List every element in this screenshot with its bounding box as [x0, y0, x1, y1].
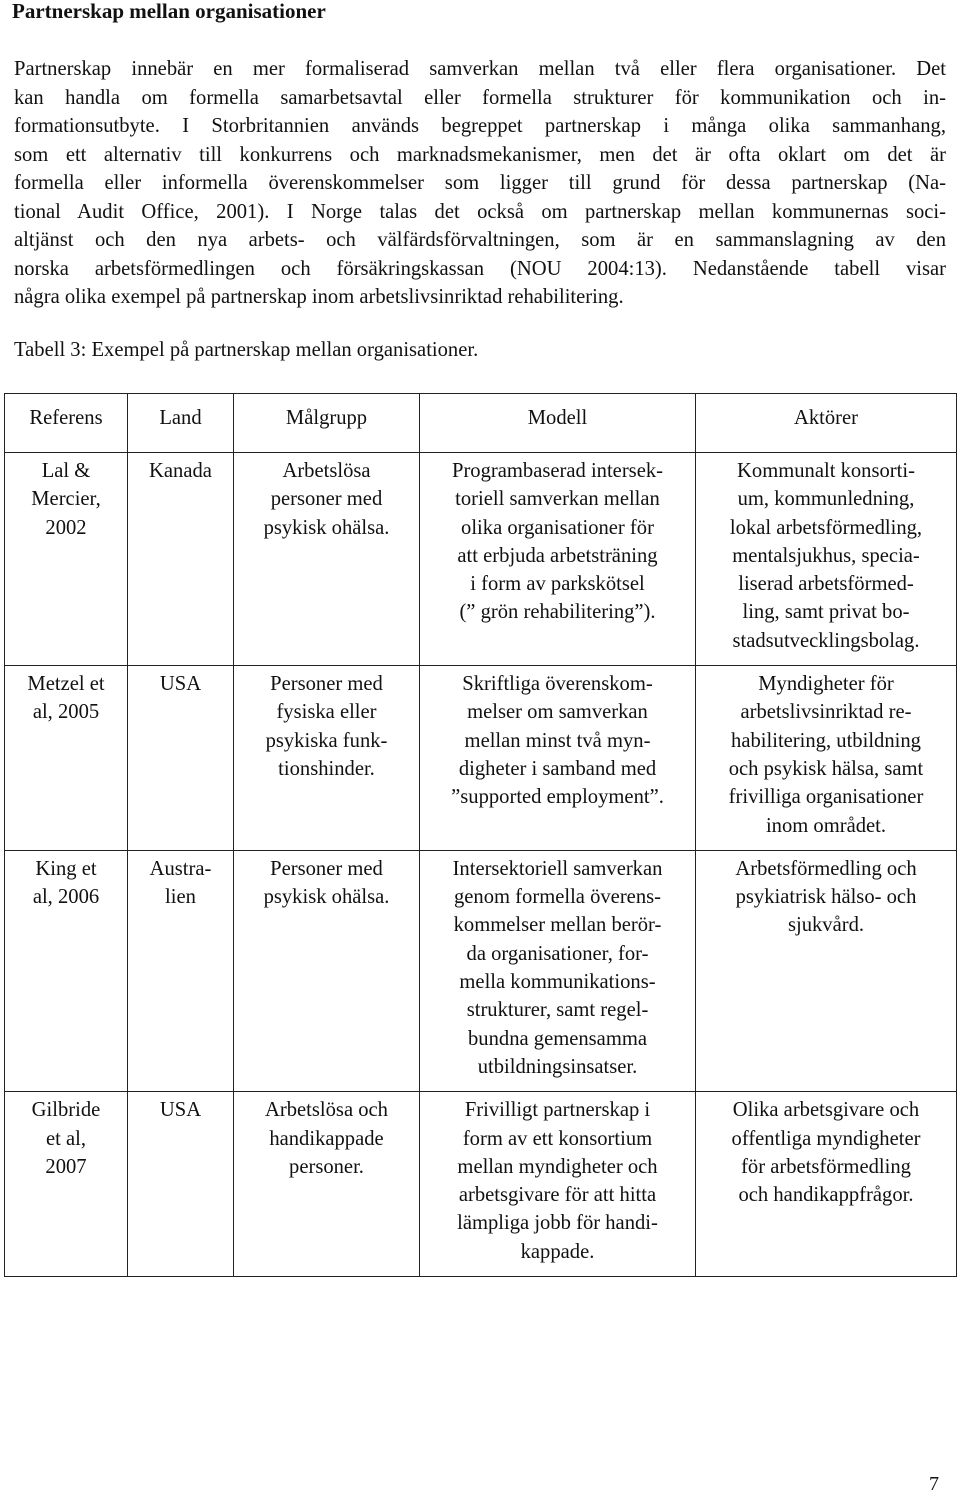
cell-text-line: personer. [289, 1155, 364, 1178]
cell-text-line: Kanada [149, 460, 212, 482]
paragraph-line: som ett alternativ till konkurrens och marknadsmekanismer, men det är ofta oklart om det är [14, 143, 946, 166]
cell-text-line: Programbaserad intersek- [451, 460, 663, 482]
cell-referens [5, 850, 128, 1091]
paragraph-line: formationsutbyte. I Storbritannien används begreppet partnerskap i många olika sammanhang, [14, 115, 946, 137]
cell-text-line: olika organisationer för [461, 516, 654, 539]
cell-text-line: Metzel et [27, 673, 105, 696]
table-row [5, 1092, 957, 1277]
cell-text-line: utbildningsinsatser. [477, 1055, 638, 1078]
cell-text-line: King et [35, 857, 97, 880]
paragraph-line: formella eller informella överenskommelser som ligger till grund för dessa partnerskap (Na- [14, 172, 946, 194]
cell-text-line: 2002 [45, 516, 87, 539]
cell-text-line: bundna gemensamma [468, 1027, 647, 1050]
cell-text-line: al, 2006 [32, 886, 100, 909]
table-row [5, 850, 957, 1091]
cell-text-line: psykiatrisk hälso- och [735, 886, 917, 909]
cell-text-line: frivilliga organisationer [728, 786, 924, 809]
paragraph-line: några olika exempel på partnerskap inom arbetslivsinriktad rehabilitering. [14, 286, 624, 308]
cell-text-line: Intersektoriell samverkan [452, 857, 663, 880]
table-header-row [5, 394, 957, 453]
cell-text-line: Myndigheter för [758, 673, 894, 696]
paragraph-line: norska arbetsförmedlingen och försäkringskassan (NOU 2004:13). Nedanstående tabell visar [14, 257, 946, 280]
cell-text-line: digheter i samband med [458, 757, 657, 780]
cell-text-line: fysiska eller [276, 701, 377, 724]
cell-text-line: för arbetsförmedling [741, 1155, 911, 1178]
cell-text-line: Lal & [41, 460, 91, 482]
cell-text-line: mellan minst två myn- [464, 729, 651, 752]
cell-aktorer [696, 666, 957, 851]
cell-text-line: genom formella överens- [453, 886, 661, 909]
cell-text-line: i form av parkskötsel [470, 573, 645, 596]
cell-text-line: melser om samverkan [467, 701, 648, 724]
paragraph-line: Partnerskap innebär en mer formaliserad samverkan mellan två eller flera organisationer. Det [14, 58, 946, 80]
cell-text-line: Austra- [149, 857, 212, 880]
cell-text-line: USA [159, 673, 202, 696]
cell-text-line: och psykisk hälsa, samt [728, 757, 924, 780]
cell-text-line: Olika arbetsgivare och [732, 1099, 920, 1122]
cell-text-line: inom området. [765, 814, 887, 837]
cell-malgrupp [234, 453, 420, 666]
cell-aktorer [696, 850, 957, 1091]
cell-text-line: personer med [270, 488, 383, 511]
cell-text-line: lokal arbetsförmedling, [729, 516, 923, 539]
cell-land [128, 850, 234, 1091]
cell-text-line: um, kommunledning, [737, 488, 915, 511]
table-caption: Tabell 3: Exempel på partnerskap mellan organisationer. [14, 339, 479, 361]
header-malgrupp: Målgrupp [234, 394, 420, 453]
cell-land [128, 666, 234, 851]
cell-text-line: arbetsgivare för att hitta [458, 1184, 657, 1207]
cell-text-line: toriell samverkan mellan [455, 488, 660, 511]
table-body [5, 453, 957, 1277]
cell-text-line: strukturer, samt regel- [466, 999, 649, 1022]
cell-text-line: al, 2005 [32, 701, 100, 724]
cell-text-line: ling, samt privat bo- [742, 601, 910, 624]
header-modell: Modell [420, 394, 696, 453]
cell-text-line: lämpliga jobb för handi- [457, 1212, 658, 1235]
cell-text-line: kappade. [520, 1240, 595, 1263]
paragraph-line: kan handla om formella samarbetsavtal eller formella strukturer för kommunikation och in- [14, 86, 946, 109]
cell-land [128, 1092, 234, 1277]
cell-text-line: tionshinder. [278, 757, 375, 780]
cell-text-line: Frivilligt partnerskap i [464, 1099, 651, 1122]
cell-text-line: Mercier, [31, 488, 101, 511]
cell-text-line: 2007 [45, 1155, 87, 1178]
cell-text-line: Kommunalt konsorti- [737, 460, 915, 482]
cell-text-line: Personer med [270, 673, 383, 696]
cell-text-line: arbetslivsinriktad re- [740, 701, 912, 724]
cell-text-line: stadsutvecklingsbolag. [732, 629, 920, 652]
cell-referens [5, 666, 128, 851]
cell-text-line: Arbetslösa och [265, 1099, 388, 1122]
cell-text-line: Personer med [270, 857, 383, 880]
cell-text-line: att erbjuda arbetsträning [457, 544, 658, 567]
cell-malgrupp [234, 1092, 420, 1277]
body-paragraph [14, 55, 946, 312]
cell-text-line: mella kommunikations- [459, 971, 656, 994]
header-land: Land [128, 394, 234, 453]
cell-text-line: ”supported employment”. [451, 786, 664, 809]
section-heading: Partnerskap mellan organisationer [12, 0, 326, 23]
cell-text-line: Arbetslösa [282, 460, 371, 482]
cell-text-line: Arbetsförmedling och [735, 857, 917, 880]
cell-text-line: kommelser mellan berör- [453, 914, 662, 937]
cell-referens [5, 453, 128, 666]
cell-malgrupp [234, 666, 420, 851]
cell-modell [420, 666, 696, 851]
cell-text-line: Gilbride [31, 1099, 101, 1122]
cell-text-line: form av ett konsortium [462, 1127, 653, 1150]
cell-text-line: mentalsjukhus, specia- [732, 544, 920, 567]
table-row [5, 666, 957, 851]
cell-text-line: mellan myndigheter och [457, 1155, 658, 1178]
paragraph-line: tional Audit Office, 2001). I Norge talas det också om partnerskap mellan kommunernas soci- [14, 200, 946, 223]
cell-land [128, 453, 234, 666]
cell-text-line: USA [159, 1099, 202, 1122]
cell-text-line: lien [165, 886, 196, 909]
cell-text-line: sjukvård. [787, 914, 865, 937]
cell-text-line: et al, [45, 1127, 87, 1150]
cell-malgrupp [234, 850, 420, 1091]
cell-text-line: psykiska funk- [265, 729, 388, 752]
cell-text-line: psykisk ohälsa. [263, 886, 390, 909]
cell-modell [420, 453, 696, 666]
cell-modell [420, 1092, 696, 1277]
cell-text-line: da organisationer, for- [466, 942, 649, 965]
cell-aktorer [696, 1092, 957, 1277]
cell-text-line: liserad arbetsförmed- [738, 573, 914, 596]
cell-text-line: och handikappfrågor. [738, 1184, 914, 1207]
header-aktorer: Aktörer [696, 394, 957, 453]
page-number: 7 [929, 1473, 939, 1495]
cell-text-line: psykisk ohälsa. [263, 516, 390, 539]
paragraph-line: altjänst och den nya arbets- och välfärdsförvaltningen, som är en sammanslagning av den [14, 229, 946, 251]
cell-text-line: handikappade [269, 1127, 384, 1150]
table-row [5, 453, 957, 666]
cell-referens [5, 1092, 128, 1277]
cell-text-line: (” grön rehabilitering”). [459, 601, 656, 624]
cell-text-line: habilitering, utbildning [731, 729, 921, 752]
cell-text-line: Skriftliga överenskom- [462, 673, 653, 696]
header-referens: Referens [5, 394, 128, 453]
partnership-table [4, 393, 957, 1277]
cell-modell [420, 850, 696, 1091]
cell-text-line: offentliga myndigheter [731, 1127, 921, 1150]
cell-aktorer [696, 453, 957, 666]
